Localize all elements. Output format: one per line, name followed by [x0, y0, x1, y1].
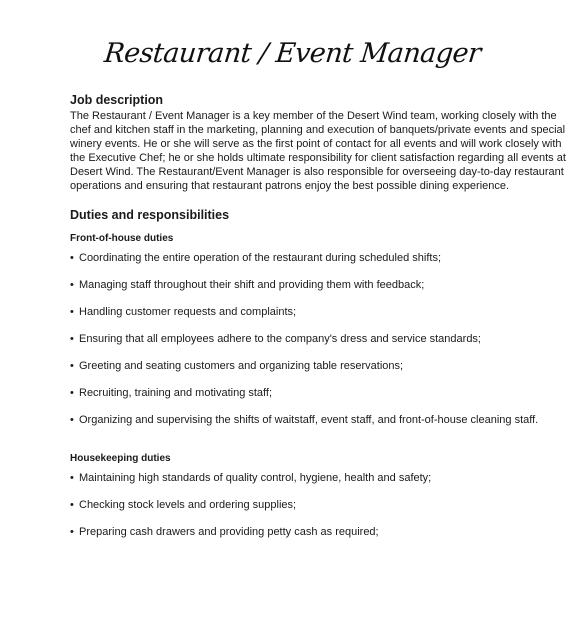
bullet-icon: • — [70, 386, 74, 399]
list-item — [70, 525, 570, 539]
bullet-icon: • — [70, 413, 74, 426]
list-item-text: Preparing cash drawers and providing petty cash as required; — [79, 525, 379, 538]
list-item — [70, 359, 570, 373]
job-description-heading: Job description — [70, 93, 164, 107]
list-item-text: Organizing and supervising the shifts of waitstaff, event staff, and front-of-house cleaning staff. — [79, 413, 539, 426]
front-of-house-heading: Front-of-house duties — [70, 232, 174, 244]
bullet-icon: • — [70, 251, 74, 264]
bullet-icon: • — [70, 305, 74, 318]
document-title: Restaurant / Event Manager — [102, 38, 483, 69]
list-item-text: Maintaining high standards of quality control, hygiene, health and safety; — [79, 471, 432, 484]
list-item-text: Coordinating the entire operation of the restaurant during scheduled shifts; — [79, 251, 442, 264]
list-item — [70, 498, 570, 512]
duties-heading: Duties and responsibilities — [70, 207, 230, 222]
list-item — [70, 332, 570, 346]
list-item-text: Managing staff throughout their shift and providing them with feedback; — [79, 278, 425, 291]
job-description-text: The Restaurant / Event Manager is a key member of the Desert Wind team, working closely with the chef and kitchen staff in the marketing, planning and execution of banquets/private events and special winery events. He or she will serve as the first point of contact for all events and will work closely with the Executive Chef; he or she holds ultimate responsibility for client satisfaction regarding all events at Desert Wind. The Restaurant/Event Manager is also responsible for overseeing day-to-day restaurant operations and ensuring that restaurant patrons enjoy the best possible dining experience. — [70, 110, 566, 193]
bullet-icon: • — [70, 525, 74, 538]
bullet-icon: • — [70, 332, 74, 345]
document-body — [70, 92, 570, 539]
bullet-icon: • — [70, 471, 74, 484]
housekeeping-heading: Housekeeping duties — [70, 452, 171, 464]
bullet-icon: • — [70, 359, 74, 372]
bullet-icon: • — [70, 278, 74, 291]
bullet-icon: • — [70, 498, 74, 511]
list-item — [70, 278, 570, 292]
list-item-text: Recruiting, training and motivating staff; — [79, 386, 273, 399]
list-item — [70, 305, 570, 319]
list-item — [70, 386, 570, 400]
front-of-house-list — [70, 251, 570, 427]
list-item-text: Ensuring that all employees adhere to the company's dress and service standards; — [79, 332, 481, 345]
list-item-text: Handling customer requests and complaints; — [79, 305, 297, 318]
list-item — [70, 471, 570, 485]
list-item — [70, 251, 570, 265]
list-item-text: Greeting and seating customers and organizing table reservations; — [79, 359, 404, 372]
housekeeping-list — [70, 471, 570, 539]
list-item — [70, 413, 570, 427]
list-item-text: Checking stock levels and ordering supplies; — [79, 498, 297, 511]
